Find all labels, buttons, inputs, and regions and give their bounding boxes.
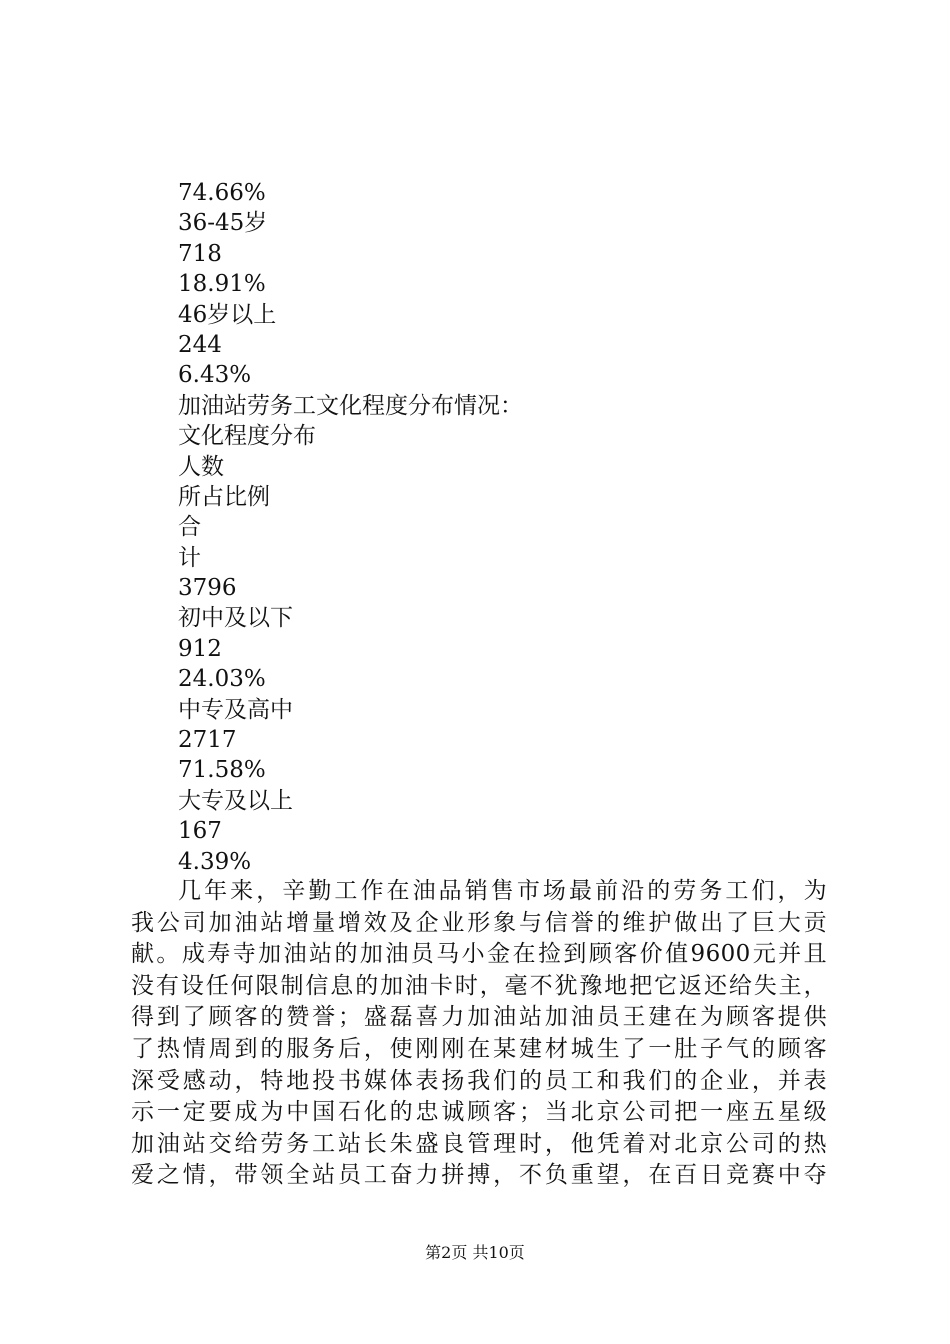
paragraph-line: 几年来，辛勤工作在油品销售市场最前沿的劳务工们，为 (178, 878, 827, 904)
list-item: 36-45岁 (178, 210, 268, 237)
list-item: 24.03% (178, 666, 266, 693)
list-item: 167 (178, 818, 222, 845)
table-lines (178, 178, 523, 877)
list-item: 18.91% (178, 271, 266, 298)
list-item: 718 (178, 240, 222, 267)
list-item: 人数 (178, 453, 224, 480)
paragraph-line: 深受感动，特地投书媒体表扬我们的员工和我们的企业，并表 (131, 1067, 827, 1094)
list-item: 所占比例 (178, 483, 270, 510)
body-paragraph (131, 876, 827, 1192)
paragraph-line: 献。成寿寺加油站的加油员马小金在捡到顾客价值9600元并且 (131, 941, 827, 968)
paragraph-line: 爱之情，带领全站员工奋力拼搏，不负重望，在百日竞赛中夺 (131, 1162, 827, 1189)
paragraph-line: 示一定要成为中国石化的忠诚顾客；当北京公司把一座五星级 (131, 1099, 827, 1126)
list-item: 71.58% (178, 757, 266, 784)
paragraph-line: 我公司加油站增量增效及企业形象与信誉的维护做出了巨大贡 (131, 909, 827, 936)
list-item: 大专及以上 (178, 787, 293, 814)
list-item: 6.43% (178, 362, 252, 389)
list-item: 计 (178, 544, 201, 571)
paragraph-line: 了热情周到的服务后，使刚刚在某建材城生了一肚子气的顾客 (131, 1035, 827, 1062)
list-item: 912 (178, 635, 222, 662)
list-item: 2717 (178, 727, 237, 754)
list-item: 初中及以下 (178, 605, 293, 632)
list-item: 中专及高中 (178, 696, 293, 723)
list-item: 4.39% (178, 848, 252, 875)
section-heading: 加油站劳务工文化程度分布情况： (178, 392, 523, 419)
list-item: 合 (178, 514, 201, 541)
list-item: 文化程度分布 (178, 423, 316, 450)
page-footer: 第2页 共10页 (425, 1243, 525, 1262)
paragraph-line: 得到了顾客的赞誉；盛磊喜力加油站加油员王建在为顾客提供 (131, 1004, 827, 1031)
paragraph-line: 加油站交给劳务工站长朱盛良管理时，他凭着对北京公司的热 (131, 1130, 827, 1157)
paragraph-line: 没有设任何限制信息的加油卡时，毫不犹豫地把它返还给失主， (131, 972, 827, 999)
list-item: 46岁以上 (178, 301, 277, 328)
list-item: 3796 (178, 575, 237, 602)
list-item: 244 (178, 331, 222, 358)
list-item: 74.66% (178, 180, 266, 206)
